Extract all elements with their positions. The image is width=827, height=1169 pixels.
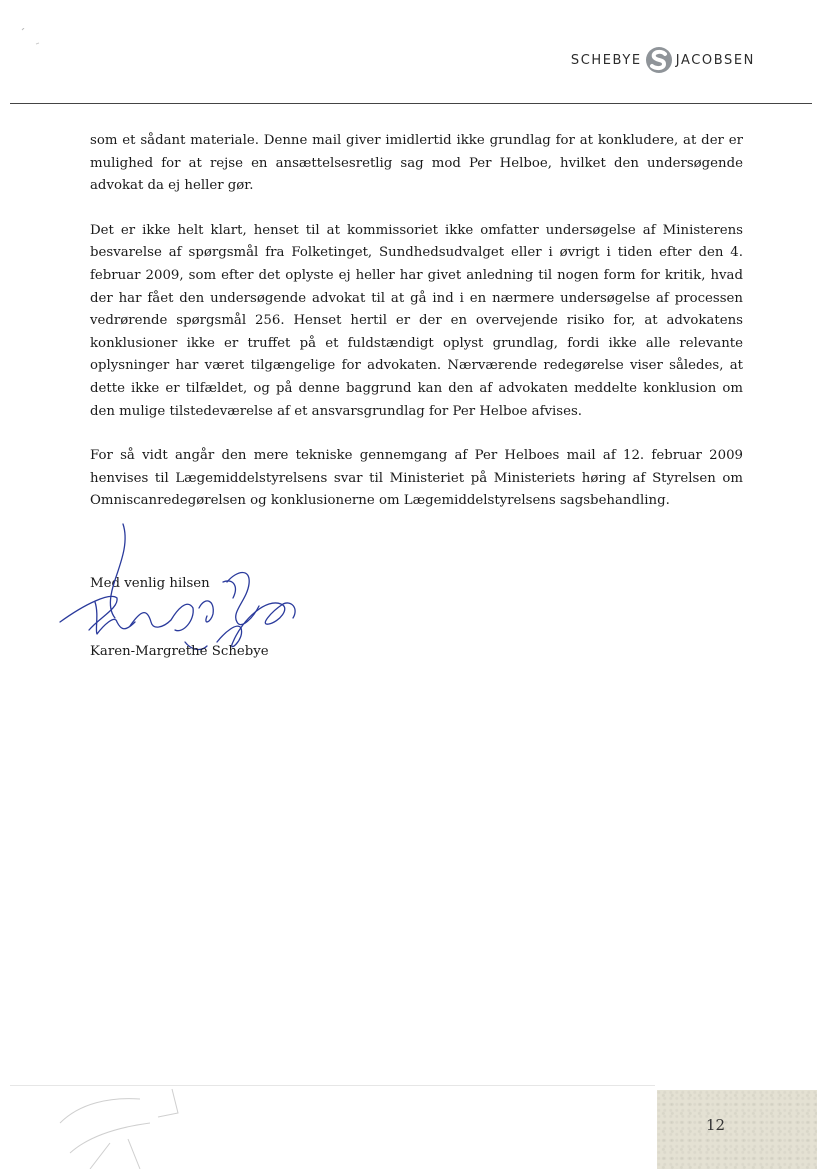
header-divider bbox=[10, 103, 812, 104]
paragraph-2: Det er ikke helt klart, henset til at kommissoriet ikke omfatter undersøgelse af Ministerens besvarelse af spørgsmål fra Folketinget, Sundhedsudvalget eller i øvrigt i tiden efter den 4. februar 2009, som efter det oplyste ej heller har givet anledning til nogen form for kritik, hvad der har fået den undersøgende advokat til at gå ind i en nærmere undersøgelse af processen vedrørende spørgsmål 256. Henset hertil er der en overvejende risiko for, at advokatens konklusioner ikke er truffet på et fuldstændigt oplyst grundlag, fordi ikke alle relevante oplysninger har været tilgængelige for advokaten. Nærværende redegørelse viser således, at dette ikke er tilfældet, og på denne baggrund kan den af advokaten meddelte konklusion om den mulige tilstedeværelse af et ansvarsgrundlag for Per Helboe afvises. bbox=[90, 222, 743, 419]
logo-s-icon bbox=[645, 46, 673, 74]
logo-text-right: JACOBSEN bbox=[675, 52, 755, 68]
paragraph-3: For så vidt angår den mere tekniske gennemgang af Per Helboes mail af 12. februar 2009 henvises til Lægemiddelstyrelsens svar til Ministeriet på Ministeriets høring af Styrelsen om Omniscanredegørelsen og konklusionerne om Lægemiddelstyrelsens sagsbehandling. bbox=[90, 448, 743, 509]
signer-name: Karen-Margrethe Schebye bbox=[90, 644, 269, 659]
logo-text-left: SCHEBYE bbox=[570, 52, 642, 68]
paragraph-1: som et sådant materiale. Denne mail giver imidlertid ikke grundlag for at konkludere, at der er mulighed for at rejse en ansættelsesretlig sag mod Per Helboe, hvilket den undersøgende advokat da ej heller gør. bbox=[90, 133, 743, 194]
company-logo bbox=[571, 46, 755, 74]
footer-watermark-figure bbox=[50, 1083, 200, 1169]
page-number-box bbox=[657, 1090, 817, 1169]
page-number: 12 bbox=[706, 1116, 726, 1134]
closing-salutation: Med venlig hilsen bbox=[90, 576, 210, 591]
scan-artifact bbox=[18, 28, 48, 58]
letter-body bbox=[90, 130, 743, 535]
